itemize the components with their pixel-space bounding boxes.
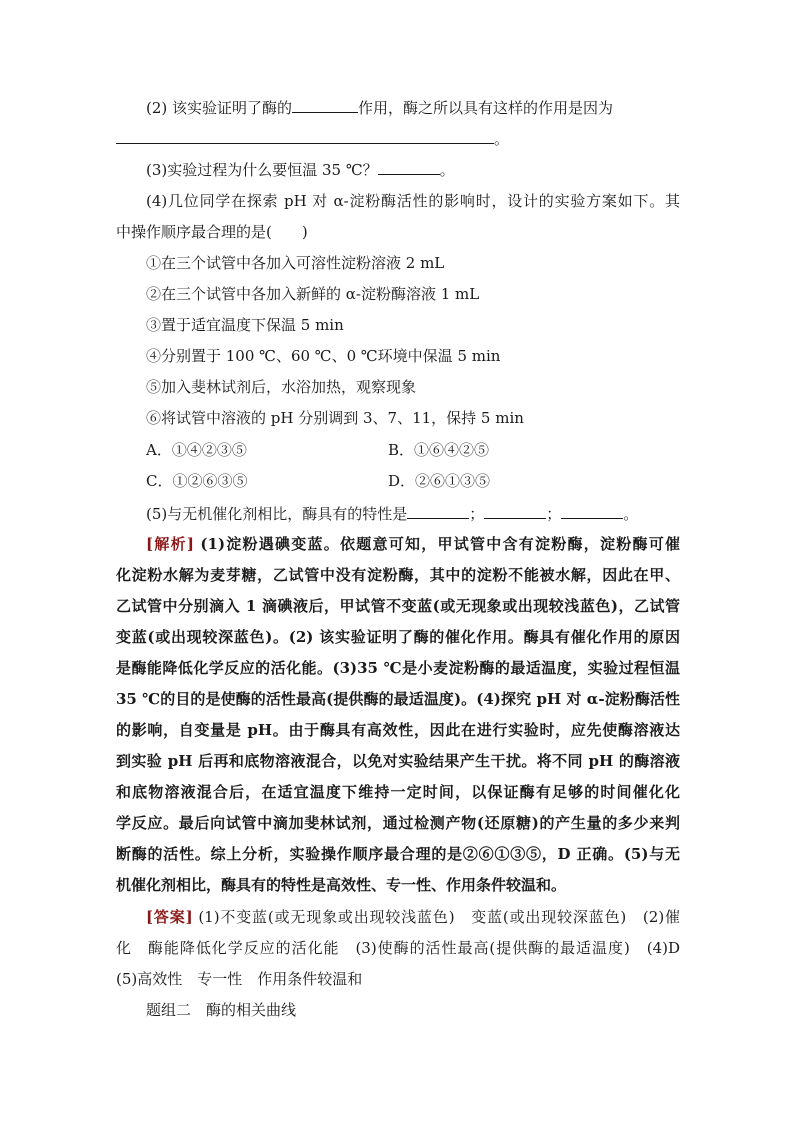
answer-line-1 bbox=[146, 907, 680, 927]
q5-sep-1: ； bbox=[469, 505, 485, 523]
analysis-label: [解析] bbox=[146, 535, 194, 553]
analysis-line-12: 机催化剂相比，酶具有的特性是高效性、专一性、作用条件较温和。 bbox=[116, 876, 567, 894]
q5-end: 。 bbox=[623, 505, 639, 523]
q3-end: 。 bbox=[439, 161, 455, 179]
analysis-text-1: (1)淀粉遇碘变蓝。依题意可知，甲试管中含有淀粉酶，淀粉酶可催 bbox=[200, 535, 680, 553]
q5-blank-1 bbox=[407, 503, 469, 519]
q4-step-4: ④分别置于 100 ℃、60 ℃、0 ℃环境中保温 5 min bbox=[146, 347, 501, 365]
section-heading: 题组二 酶的相关曲线 bbox=[146, 1001, 297, 1019]
analysis-line-4: 变蓝(或出现较深蓝色)。(2) 该实验证明了酶的催化作用。酶具有催化作用的原因 bbox=[116, 628, 680, 646]
q4-step-6: ⑥将试管中溶液的 pH 分别调到 3、7、11，保持 5 min bbox=[146, 409, 524, 427]
analysis-line-9: 和底物溶液混合后，在适宜温度下维持一定时间，以保证酶有足够的时间催化化 bbox=[116, 783, 680, 801]
q5-blank-3 bbox=[561, 503, 623, 519]
q2-text-b: 作用，酶之所以具有这样的作用是因为 bbox=[358, 99, 614, 117]
q2-line-2 bbox=[116, 128, 509, 148]
q4-line-2: 中操作顺序最合理的是( ) bbox=[116, 223, 308, 241]
q4-option-b: B．①⑥④②⑤ bbox=[388, 441, 490, 459]
q2-end: 。 bbox=[494, 130, 510, 148]
analysis-line-5: 是酶能降低化学反应的活化能。(3)35 ℃是小麦淀粉酶的最适温度，实验过程恒温 bbox=[116, 659, 680, 677]
q2-line-1 bbox=[146, 97, 613, 117]
q5-line bbox=[146, 503, 638, 523]
q2-blank-1 bbox=[292, 97, 358, 113]
q4-option-d: D．②⑥①③⑤ bbox=[388, 472, 491, 490]
q3-text: (3)实验过程为什么要恒温 35 ℃？ bbox=[146, 161, 378, 179]
q3-blank bbox=[378, 159, 440, 175]
q5-sep-2: ； bbox=[546, 505, 562, 523]
analysis-line-3: 乙试管中分别滴入 1 滴碘液后，甲试管不变蓝(或无现象或出现较浅蓝色)，乙试管 bbox=[116, 597, 680, 615]
analysis-line-10: 学反应。最后向试管中滴加斐林试剂，通过检测产物(还原糖)的产生量的多少来判 bbox=[116, 814, 680, 832]
answer-line-2: 化 酶能降低化学反应的活化能 (3)使酶的活性最高(提供酶的最适温度) (4)D bbox=[116, 939, 680, 957]
answer-label: [答案] bbox=[146, 908, 193, 926]
answer-text-1: (1)不变蓝(或无现象或出现较浅蓝色) 变蓝(或出现较深蓝色) (2)催 bbox=[198, 908, 681, 926]
analysis-line-11: 断酶的活性。综上分析，实验操作顺序最合理的是②⑥①③⑤，D 正确。(5)与无 bbox=[116, 845, 680, 863]
q4-step-1: ①在三个试管中各加入可溶性淀粉溶液 2 mL bbox=[146, 254, 445, 272]
analysis-line-6: 35 ℃的目的是使酶的活性最高(提供酶的最适温度)。(4)探究 pH 对 α-淀粉酶活性 bbox=[116, 690, 680, 708]
q2-blank-2 bbox=[116, 128, 494, 144]
q3-line bbox=[146, 159, 455, 179]
q4-step-3: ③置于适宜温度下保温 5 min bbox=[146, 316, 344, 334]
q4-option-c: C．①②⑥③⑤ bbox=[146, 472, 248, 490]
q4-step-5: ⑤加入斐林试剂后，水浴加热，观察现象 bbox=[146, 378, 417, 396]
analysis-line-1 bbox=[146, 534, 680, 554]
analysis-line-7: 的影响，自变量是 pH。由于酶具有高效性，因此在进行实验时，应先使酶溶液达 bbox=[116, 721, 680, 739]
answer-line-3: (5)高效性 专一性 作用条件较温和 bbox=[116, 970, 363, 988]
q2-text-a: (2) 该实验证明了酶的 bbox=[146, 99, 293, 117]
q5-blank-2 bbox=[484, 503, 546, 519]
analysis-line-2: 化淀粉水解为麦芽糖，乙试管中没有淀粉酶，其中的淀粉不能被水解，因此在甲、 bbox=[116, 566, 680, 584]
q5-text: (5)与无机催化剂相比，酶具有的特性是 bbox=[146, 505, 408, 523]
q4-step-2: ②在三个试管中各加入新鲜的 α-淀粉酶溶液 1 mL bbox=[146, 285, 480, 303]
analysis-line-8: 到实验 pH 后再和底物溶液混合，以免对实验结果产生干扰。将不同 pH 的酶溶液 bbox=[116, 752, 680, 770]
q4-line-1: (4)几位同学在探索 pH 对 α-淀粉酶活性的影响时，设计的实验方案如下。其 bbox=[146, 192, 680, 210]
q4-option-a: A．①④②③⑤ bbox=[146, 441, 247, 459]
